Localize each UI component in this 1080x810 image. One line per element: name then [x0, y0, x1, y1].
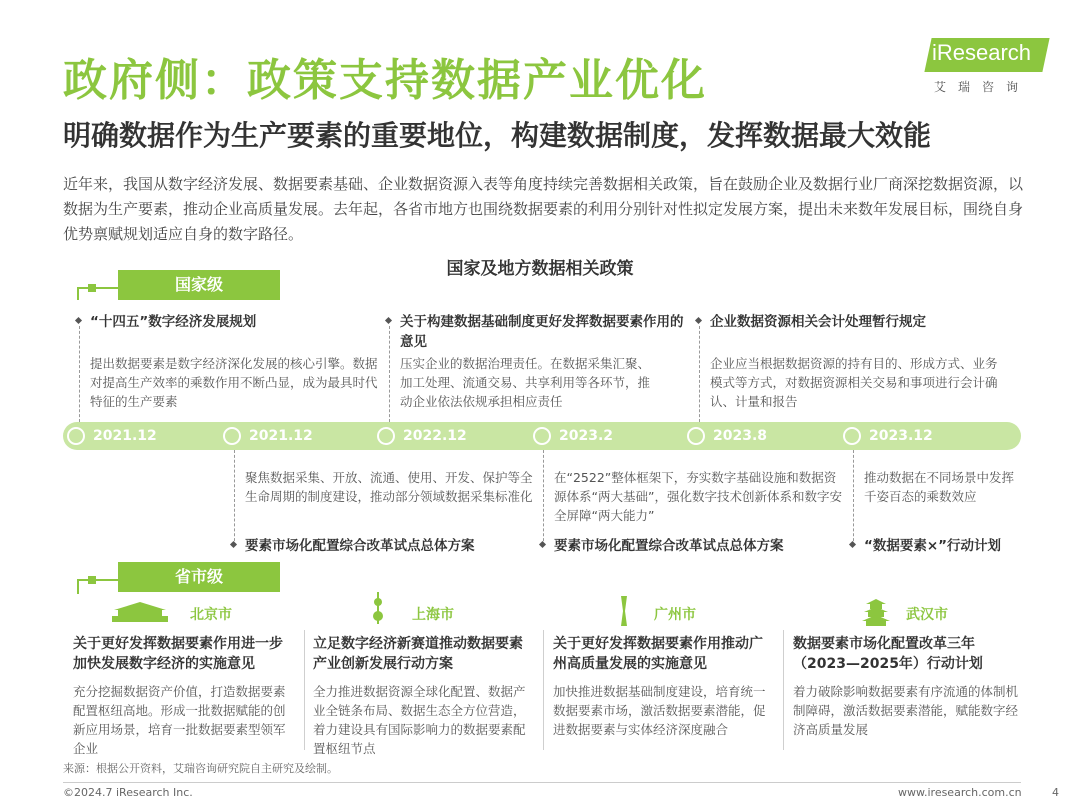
city-policy-desc: 着力破除影响数据要素有序流通的体制机制障碍，激活数据要素潜能，赋能数字经济高质量发展: [793, 684, 1019, 737]
page-number: 4: [1052, 786, 1059, 799]
divider: [304, 630, 305, 750]
city-policy-desc: 全力推进数据资源全球化配置、数据产业全链条布局、数据生态全方位营造，着力建设具有国际影响力的数据要素配置枢纽节点: [313, 684, 526, 756]
timeline-date: 2023.2: [559, 428, 614, 444]
policy-title: 企业数据资源相关会计处理暂行规定: [710, 314, 926, 330]
divider: [783, 630, 784, 750]
city-policy-desc: 加快推进数据基础制度建设，培育统一数据要素市场，激活数据要素潜能，促进数据要素与实体经济深度融合: [553, 684, 766, 737]
copyright: ©2024.7 iResearch Inc.: [63, 786, 193, 799]
city-policy-title: 立足数字经济新赛道推动数据要素产业创新发展行动方案: [313, 636, 523, 672]
city-name-guangzhou: 广州市: [654, 607, 696, 623]
bullet-icon: [539, 541, 546, 548]
footer-divider: [63, 782, 1021, 783]
section-title: 国家及地方数据相关政策: [446, 259, 634, 279]
tiananmen-icon: [110, 600, 170, 624]
logo-brand: iResearch: [932, 40, 1032, 65]
timeline-node: [840, 424, 933, 448]
timeline-node: [64, 424, 157, 448]
bullet-icon: [695, 317, 702, 324]
logo-sub: 艾瑞咨询: [934, 80, 1031, 94]
connector-line: [543, 450, 544, 546]
policy-desc: 压实企业的数据治理责任。在数据采集汇聚、加工处理、流通交易、共享利用等各环节，推动企业依法依规承担相应责任: [400, 356, 651, 409]
website-url[interactable]: www.iresearch.com.cn: [898, 786, 1022, 799]
policy-title: 要素市场化配置综合改革试点总体方案: [245, 538, 475, 554]
bullet-icon: [230, 541, 237, 548]
source-note: 来源：根据公开资料，艾瑞咨询研究院自主研究及绘制。: [63, 762, 338, 775]
policy-title: 关于构建数据基础制度更好发挥数据要素作用的意见: [400, 314, 684, 350]
bullet-icon: [385, 317, 392, 324]
timeline-node: [684, 424, 767, 448]
policy-desc: 企业应当根据数据资源的持有目的、形成方式、业务模式等方式，对数据资源相关交易和事项进行会计确认、计量和报告: [710, 356, 998, 409]
policy-title: “数据要素×”行动计划: [864, 538, 1002, 554]
city-name-wuhan: 武汉市: [906, 607, 948, 623]
policy-title: “十四五”数字经济发展规划: [90, 314, 257, 330]
city-name-shanghai: 上海市: [412, 607, 454, 623]
timeline-date: 2021.12: [93, 428, 157, 444]
connector-line: [79, 326, 80, 422]
city-policy-title: 关于更好发挥数据要素作用进一步加快发展数字经济的实施意见: [73, 636, 283, 672]
canton-tower-icon: [618, 596, 630, 626]
timeline-date: 2021.12: [249, 428, 313, 444]
policy-desc: 聚焦数据采集、开放、流通、使用、开发、保护等全生命周期的制度建设，推动部分领域数据采集标准化: [245, 470, 533, 504]
page-title: 政府侧：政策支持数据产业优化: [63, 55, 707, 106]
policy-desc: 推动数据在不同场景中发挥千姿百态的乘数效应: [864, 470, 1015, 504]
timeline-date: 2023.8: [713, 428, 768, 444]
policy-title: 要素市场化配置综合改革试点总体方案: [554, 538, 784, 554]
bullet-icon: [75, 317, 82, 324]
provincial-level-tag: 省市级: [118, 562, 280, 592]
bullet-icon: [849, 541, 856, 548]
intro-paragraph: 近年来，我国从数字经济发展、数据要素基础、企业数据资源入表等角度持续完善数据相关政策，旨在鼓励企业及数据行业厂商深挖数据资源，以数据为生产要素，推动企业高质量发展。去年起，各省市地方也围绕数据要素的利用分别针对性拟定发展方案，提出未来数年发展目标，围绕自身优势禀赋规划适应自身的数字路径。: [63, 175, 1024, 243]
city-policy-desc: 充分挖掘数据资产价值，打造数据要素配置枢纽高地。形成一批数据赋能的创新应用场景，培育一批数据要素型领军企业: [73, 684, 286, 756]
iresearch-logo: [928, 38, 1048, 100]
connector-line: [389, 326, 390, 422]
divider: [543, 630, 544, 750]
city-policy-title: 数据要素市场化配置改革三年（2023—2025年）行动计划: [793, 636, 983, 672]
connector-line: [699, 326, 700, 422]
city-name-beijing: 北京市: [190, 607, 232, 623]
policy-desc: 在“2522”整体框架下，夯实数字基础设施和数据资源体系“两大基础”，强化数字技术创新体系和数字安全屏障“两大能力”: [554, 470, 842, 523]
yellow-crane-tower-icon: [862, 598, 890, 626]
timeline-date: 2022.12: [403, 428, 467, 444]
connector-line: [853, 450, 854, 546]
oriental-pearl-tower-icon: [370, 592, 386, 624]
timeline-node: [220, 424, 313, 448]
page-subtitle: 明确数据作为生产要素的重要地位，构建数据制度，发挥数据最大效能: [63, 119, 932, 152]
timeline-node: [530, 424, 613, 448]
connector-line: [234, 450, 235, 546]
timeline-date: 2023.12: [869, 428, 933, 444]
city-policy-title: 关于更好发挥数据要素作用推动广州高质量发展的实施意见: [553, 636, 763, 672]
timeline-node: [374, 424, 467, 448]
national-level-tag: 国家级: [118, 270, 280, 300]
policy-desc: 提出数据要素是数字经济深化发展的核心引擎。数据对提高生产效率的乘数作用不断凸显，成为最具时代特征的生产要素: [90, 356, 378, 409]
